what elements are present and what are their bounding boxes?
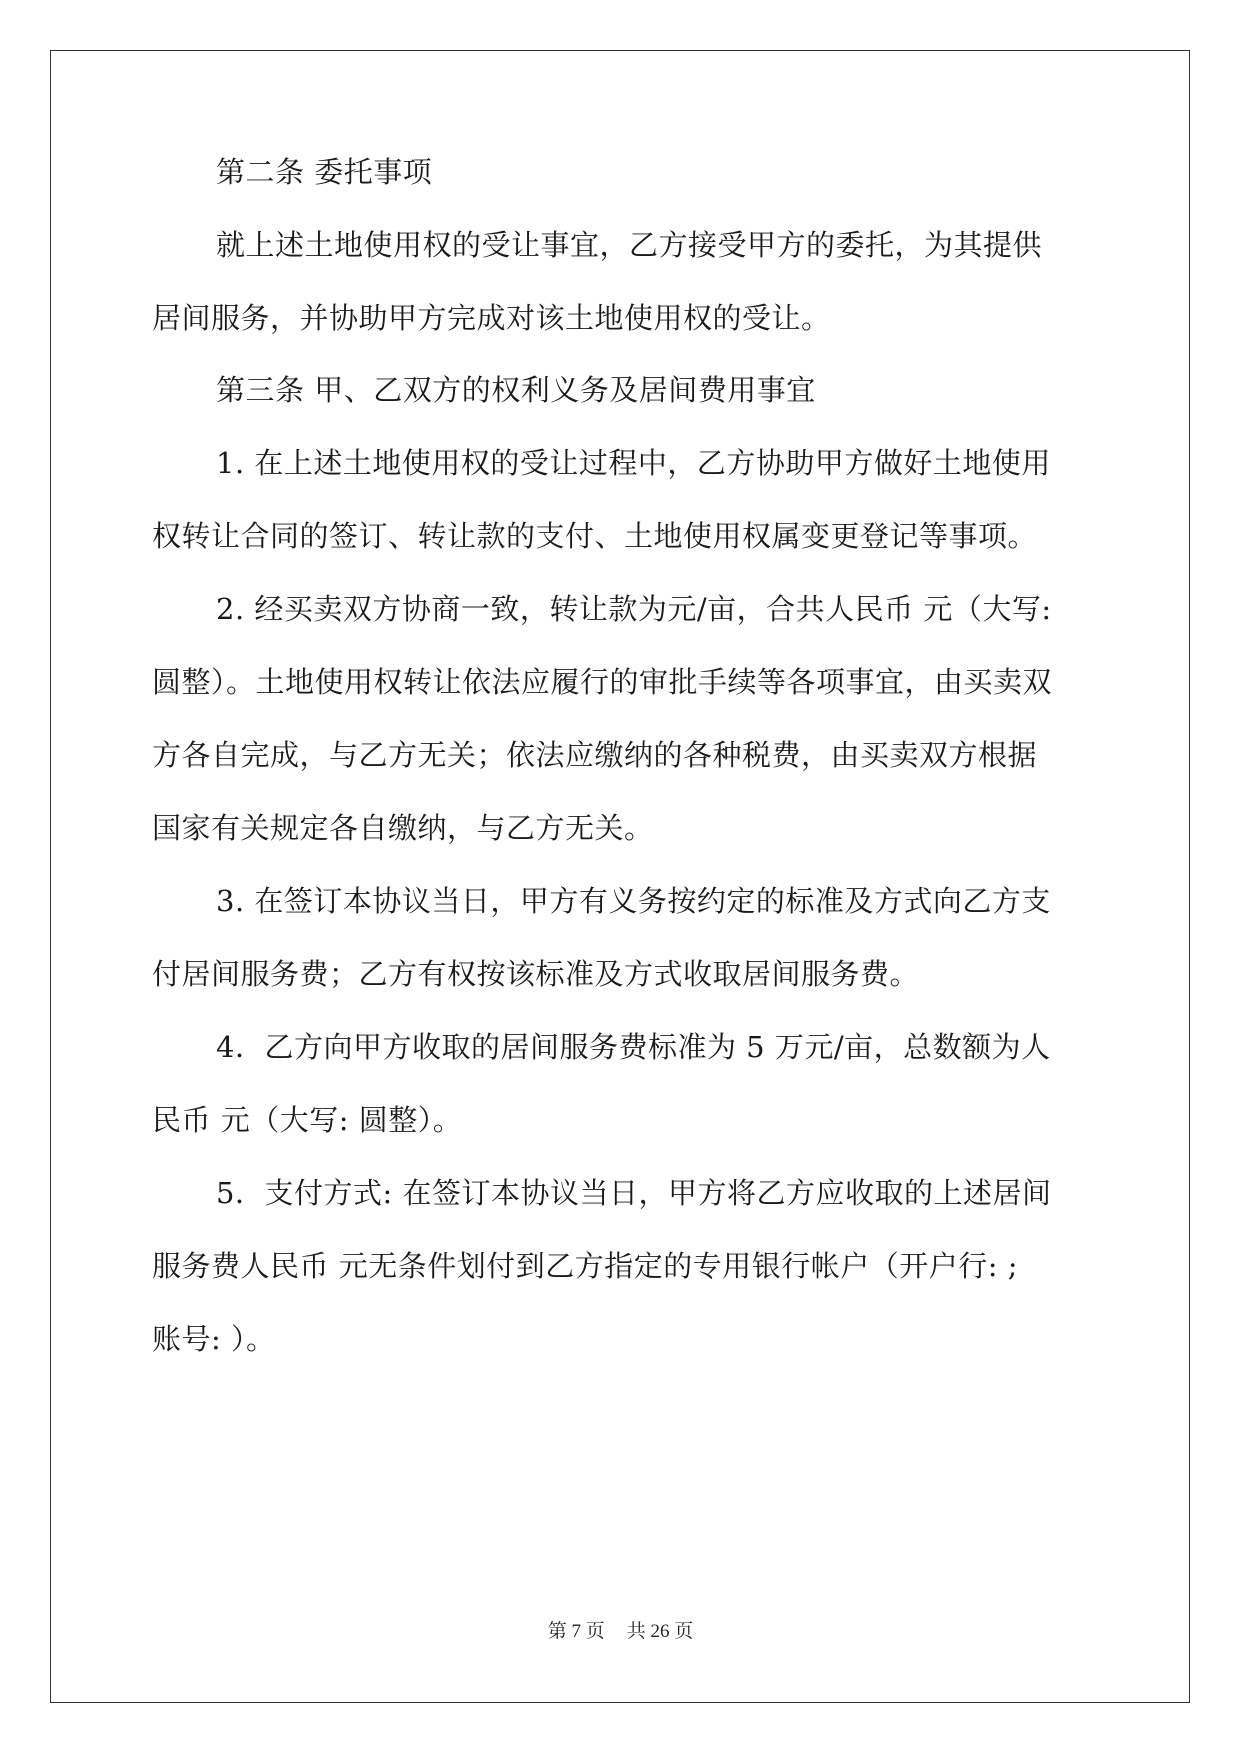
clause-5-line: 服务费人民币 元无条件划付到乙方指定的专用银行帐户（开户行: ; — [152, 1249, 1018, 1283]
clause-2-line: 圆整）。土地使用权转让依法应履行的审批手续等各项事宜，由买卖双 — [152, 665, 1053, 699]
page-footer — [0, 1616, 1241, 1643]
page-number: 第 7 页 — [547, 1621, 605, 1642]
clause-4-line: 4．乙方向甲方收取的居间服务费标准为 5 万元/亩，总数额为人 — [216, 1030, 1051, 1064]
article-2-heading: 第二条 委托事项 — [216, 155, 433, 189]
paragraph-line: 居间服务，并协助甲方完成对该土地使用权的受让。 — [152, 301, 831, 335]
clause-1-line: 1. 在上述土地使用权的受让过程中，乙方协助甲方做好土地使用 — [216, 446, 1051, 480]
page-total: 共 26 页 — [626, 1621, 694, 1642]
clause-5-line: 5．支付方式: 在签订本协议当日，甲方将乙方应收取的上述居间 — [216, 1176, 1052, 1210]
clause-2-line: 国家有关规定各自缴纳，与乙方无关。 — [152, 811, 654, 845]
clause-2-line: 2. 经买卖双方协商一致，转让款为元/亩，合共人民币 元（大写: — [216, 592, 1052, 626]
clause-5-line: 账号: ）。 — [152, 1322, 276, 1356]
clause-2-line: 方各自完成，与乙方无关；依法应缴纳的各种税费，由买卖双方根据 — [152, 738, 1038, 772]
clause-1-line: 权转让合同的签订、转让款的支付、土地使用权属变更登记等事项。 — [152, 519, 1038, 553]
clause-3-line: 3. 在签订本协议当日，甲方有义务按约定的标准及方式向乙方支 — [216, 884, 1051, 918]
clause-3-line: 付居间服务费；乙方有权按该标准及方式收取居间服务费。 — [152, 957, 920, 991]
paragraph-line: 就上述土地使用权的受让事宜，乙方接受甲方的委托，为其提供 — [216, 228, 1043, 262]
clause-4-line: 民币 元（大写: 圆整）。 — [152, 1103, 463, 1137]
article-3-heading: 第三条 甲、乙双方的权利义务及居间费用事宜 — [216, 373, 816, 407]
